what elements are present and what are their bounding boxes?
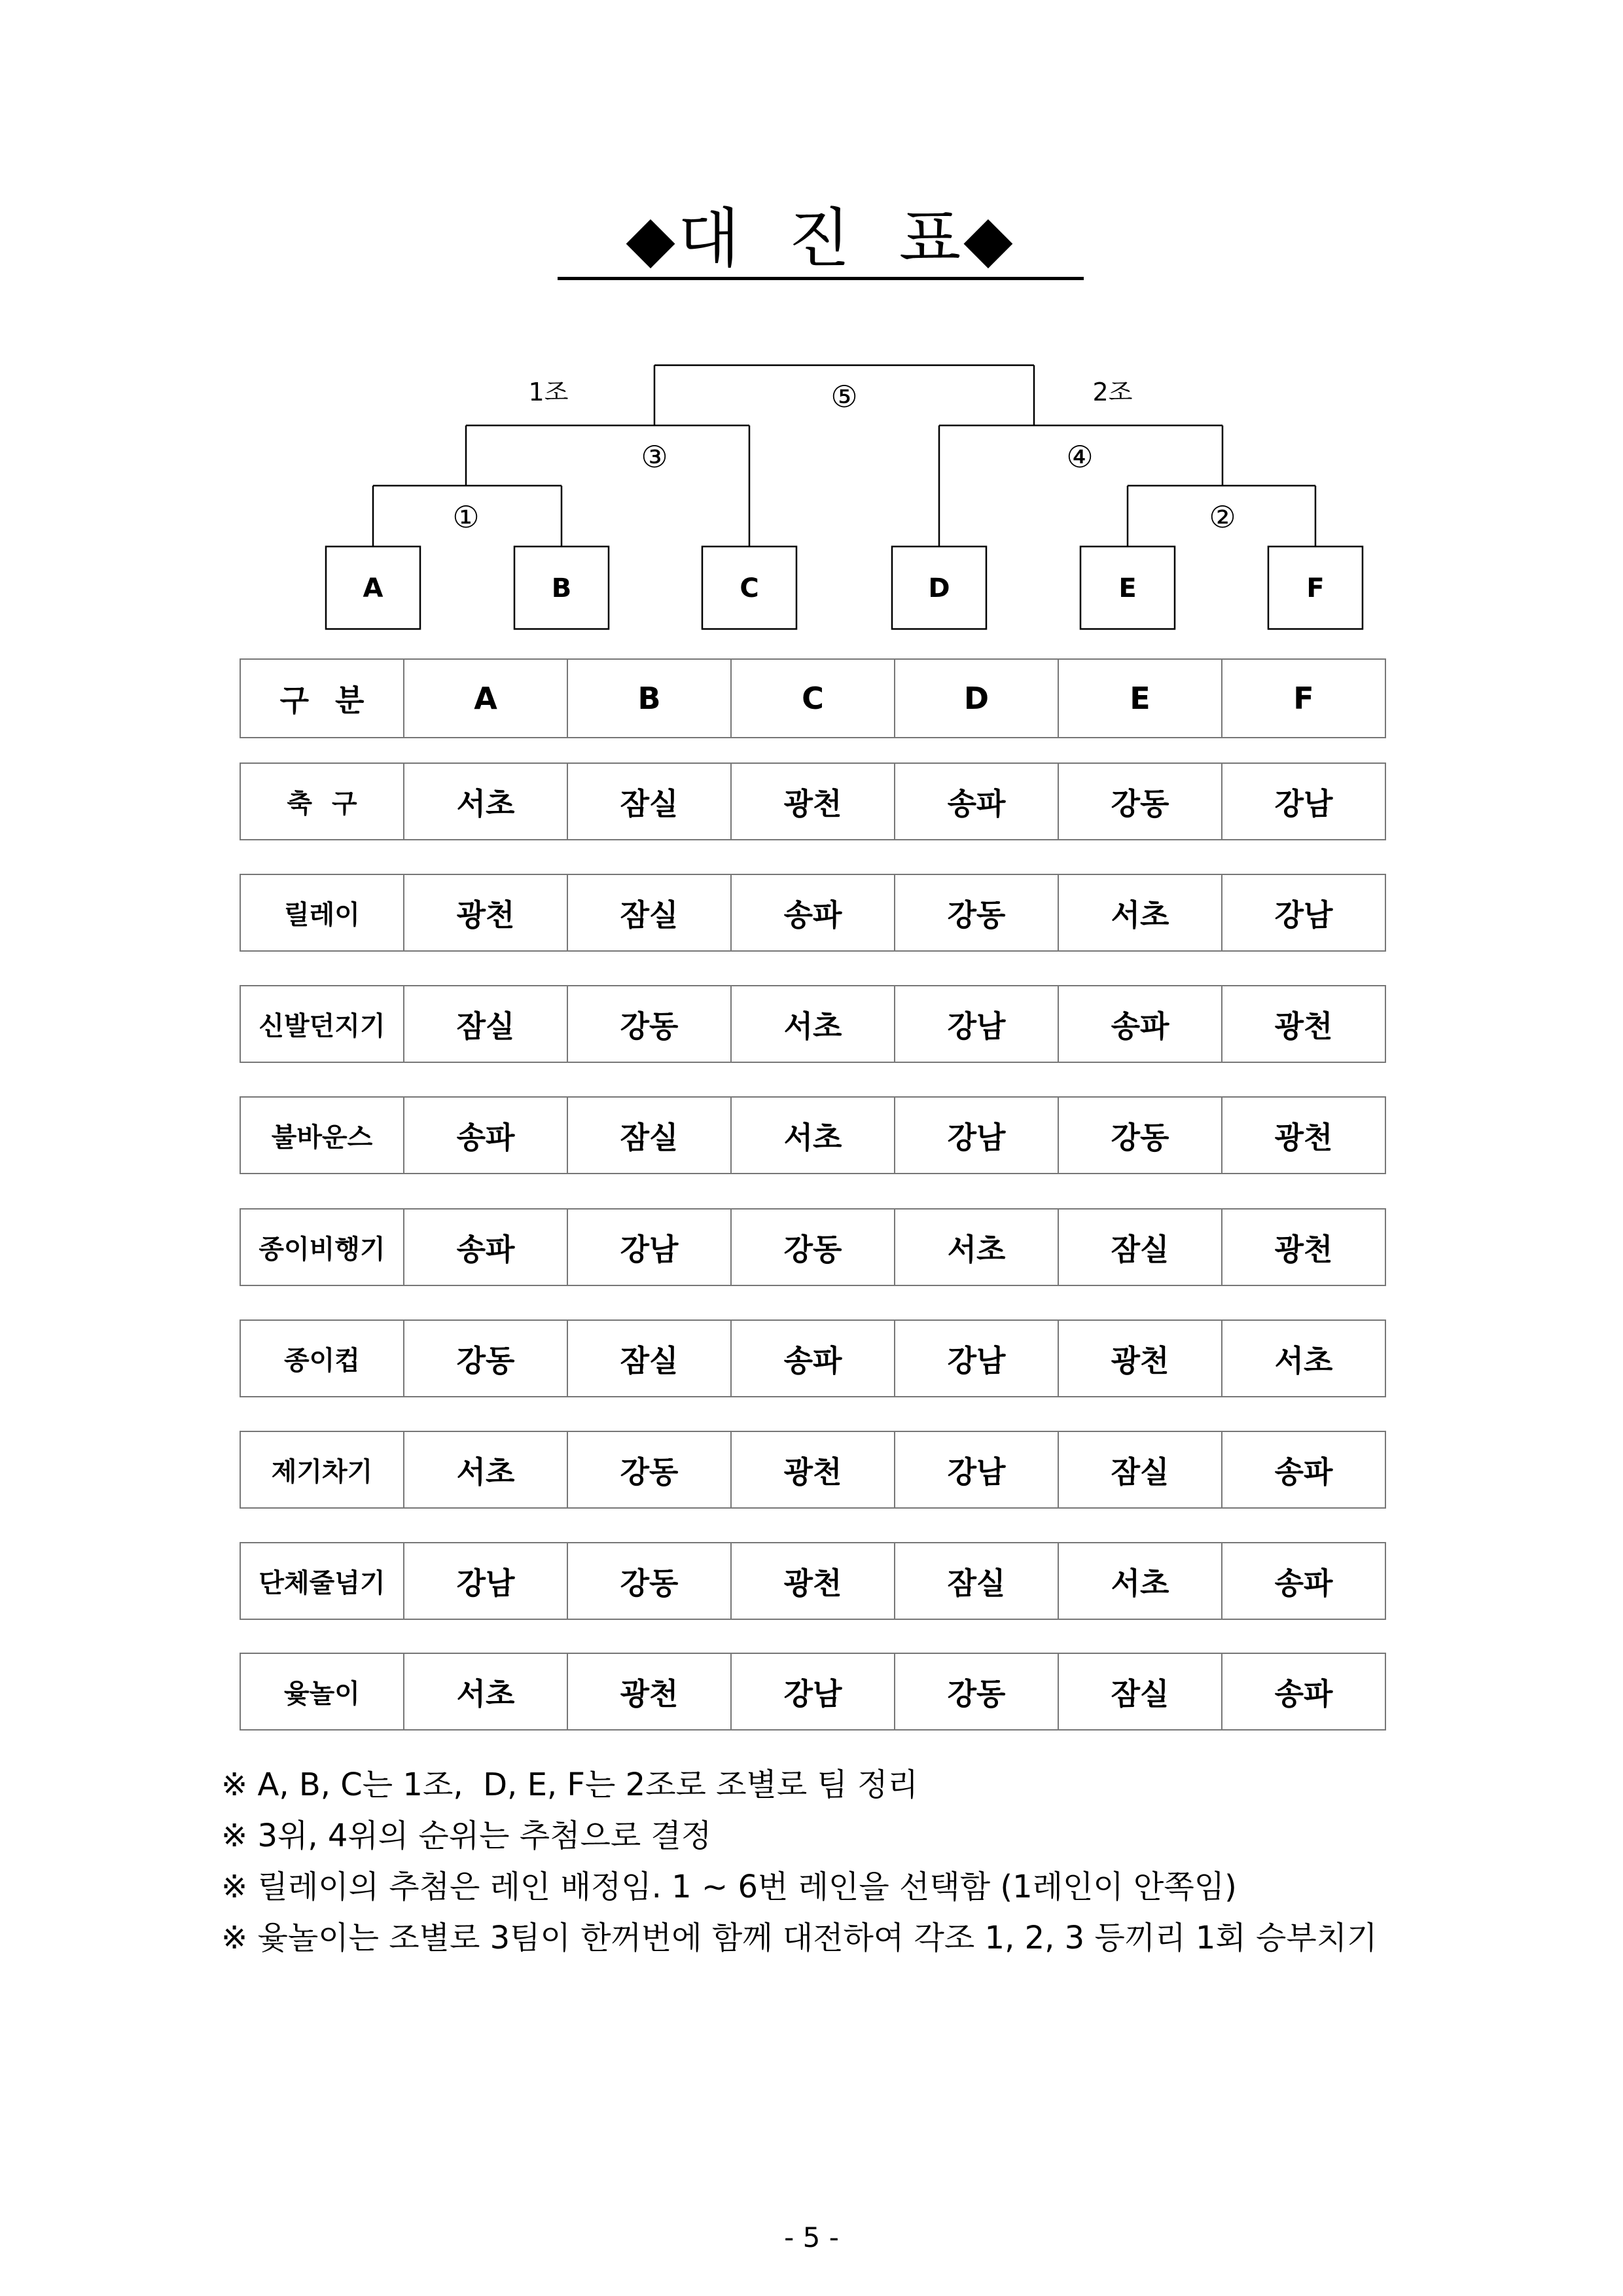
group-label-left: 1조 [528, 378, 569, 406]
team-assignment-cell: 서초 [1058, 1543, 1222, 1619]
team-assignment-cell: 강남 [1222, 874, 1385, 951]
team-assignment-cell: 잠실 [1058, 1209, 1222, 1285]
team-label: D [928, 573, 950, 603]
team-assignment-cell: 서초 [731, 1097, 895, 1174]
team-assignment-cell: 광천 [1222, 1097, 1385, 1174]
event-row [240, 1096, 1386, 1174]
team-assignment-cell: 송파 [404, 1097, 567, 1174]
event-row [240, 985, 1386, 1063]
team-assignment-cell: 서초 [404, 763, 567, 840]
event-name: 윷놀이 [240, 1653, 404, 1730]
header-cell: A [404, 659, 567, 738]
header-cell: B [567, 659, 731, 738]
event-name: 축구 [240, 763, 404, 840]
team-assignment-cell: 송파 [1222, 1431, 1385, 1508]
team-assignment-cell: 송파 [731, 874, 895, 951]
tournament-bracket [0, 0, 1623, 641]
team-assignment-cell: 강남 [731, 1653, 895, 1730]
team-assignment-cell: 서초 [1058, 874, 1222, 951]
event-name: 신발던지기 [240, 986, 404, 1062]
team-assignment-cell: 송파 [895, 763, 1058, 840]
team-label: A [363, 573, 383, 603]
event-name: 종이비행기 [240, 1209, 404, 1285]
team-assignment-cell: 송파 [1222, 1543, 1385, 1619]
note-line: ※ 3위, 4위의 순위는 추첨으로 결정 [221, 1818, 712, 1854]
team-assignment-cell: 강동 [1058, 1097, 1222, 1174]
group-label-right: 2조 [1092, 378, 1133, 406]
team-assignment-cell: 강동 [567, 986, 731, 1062]
team-assignment-cell: 광천 [731, 763, 895, 840]
event-row [240, 1319, 1386, 1397]
team-assignment-cell: 강동 [567, 1543, 731, 1619]
event-row [240, 1431, 1386, 1509]
team-assignment-cell: 송파 [404, 1209, 567, 1285]
note-line: ※ 릴레이의 추첨은 레인 배정임. 1 ~ 6번 레인을 선택함 (1레인이 안쪽임) [221, 1869, 1237, 1905]
team-assignment-cell: 서초 [404, 1431, 567, 1508]
match-semi-right-number: ④ [1066, 439, 1094, 475]
event-row [240, 874, 1386, 952]
team-assignment-cell: 광천 [404, 874, 567, 951]
header-cell: C [731, 659, 895, 738]
team-assignment-cell: 광천 [1222, 1209, 1385, 1285]
team-assignment-cell: 강남 [404, 1543, 567, 1619]
event-row [240, 1542, 1386, 1620]
event-name: 종이컵 [240, 1320, 404, 1397]
team-assignment-cell: 강동 [404, 1320, 567, 1397]
team-assignment-cell: 강동 [567, 1431, 731, 1508]
team-assignment-cell: 송파 [731, 1320, 895, 1397]
event-name: 릴레이 [240, 874, 404, 951]
team-assignment-cell: 강동 [895, 1653, 1058, 1730]
event-name: 불바운스 [240, 1097, 404, 1174]
team-assignment-cell: 서초 [731, 986, 895, 1062]
team-assignment-cell: 강남 [895, 986, 1058, 1062]
team-assignment-cell: 강동 [731, 1209, 895, 1285]
team-label: E [1118, 573, 1137, 603]
team-assignment-cell: 강남 [1222, 763, 1385, 840]
team-label: C [740, 573, 759, 603]
team-assignment-cell: 잠실 [567, 1097, 731, 1174]
page-title: ◆대 진 표◆ [626, 202, 1016, 276]
page-number: - 5 - [784, 2221, 839, 2253]
header-cell: F [1222, 659, 1385, 738]
team-assignment-cell: 잠실 [567, 1320, 731, 1397]
team-assignment-cell: 송파 [1222, 1653, 1385, 1730]
event-row [240, 762, 1386, 840]
match-final-number: ⑤ [830, 379, 858, 414]
team-assignment-cell: 잠실 [404, 986, 567, 1062]
event-row [240, 1208, 1386, 1286]
team-assignment-cell: 강동 [895, 874, 1058, 951]
team-assignment-cell: 강남 [895, 1431, 1058, 1508]
team-assignment-cell: 강남 [895, 1320, 1058, 1397]
match-semi-left-number: ③ [641, 439, 668, 475]
header-cell: D [895, 659, 1058, 738]
match-q-right-number: ② [1209, 499, 1236, 535]
event-name: 제기차기 [240, 1431, 404, 1508]
team-assignment-cell: 서초 [1222, 1320, 1385, 1397]
team-label: B [551, 573, 572, 603]
team-assignment-cell: 광천 [1058, 1320, 1222, 1397]
team-assignment-cell: 잠실 [1058, 1653, 1222, 1730]
event-row [240, 1653, 1386, 1731]
team-assignment-cell: 잠실 [1058, 1431, 1222, 1508]
note-line: ※ A, B, C는 1조, D, E, F는 2조로 조별로 팀 정리 [221, 1767, 918, 1803]
team-label: F [1306, 573, 1325, 603]
team-assignment-cell: 송파 [1058, 986, 1222, 1062]
team-assignment-cell: 서초 [895, 1209, 1058, 1285]
header-cell: 구분 [240, 659, 404, 738]
team-assignment-cell: 강동 [1058, 763, 1222, 840]
notes [221, 1759, 1377, 1964]
team-assignment-cell: 서초 [404, 1653, 567, 1730]
team-assignment-cell: 광천 [567, 1653, 731, 1730]
team-assignment-cell: 강남 [895, 1097, 1058, 1174]
note-line: ※ 윷놀이는 조별로 3팀이 한꺼번에 함께 대전하여 각조 1, 2, 3 등끼리 1회 승부치기 [221, 1920, 1378, 1956]
team-assignment-cell: 광천 [731, 1431, 895, 1508]
team-assignment-cell: 광천 [1222, 986, 1385, 1062]
team-assignment-cell: 잠실 [567, 874, 731, 951]
event-name: 단체줄넘기 [240, 1543, 404, 1619]
team-assignment-cell: 광천 [731, 1543, 895, 1619]
team-assignment-cell: 강남 [567, 1209, 731, 1285]
match-q-left-number: ① [452, 499, 480, 535]
team-assignment-cell: 잠실 [567, 763, 731, 840]
table-header [240, 658, 1386, 738]
header-cell: E [1058, 659, 1222, 738]
team-assignment-cell: 잠실 [895, 1543, 1058, 1619]
